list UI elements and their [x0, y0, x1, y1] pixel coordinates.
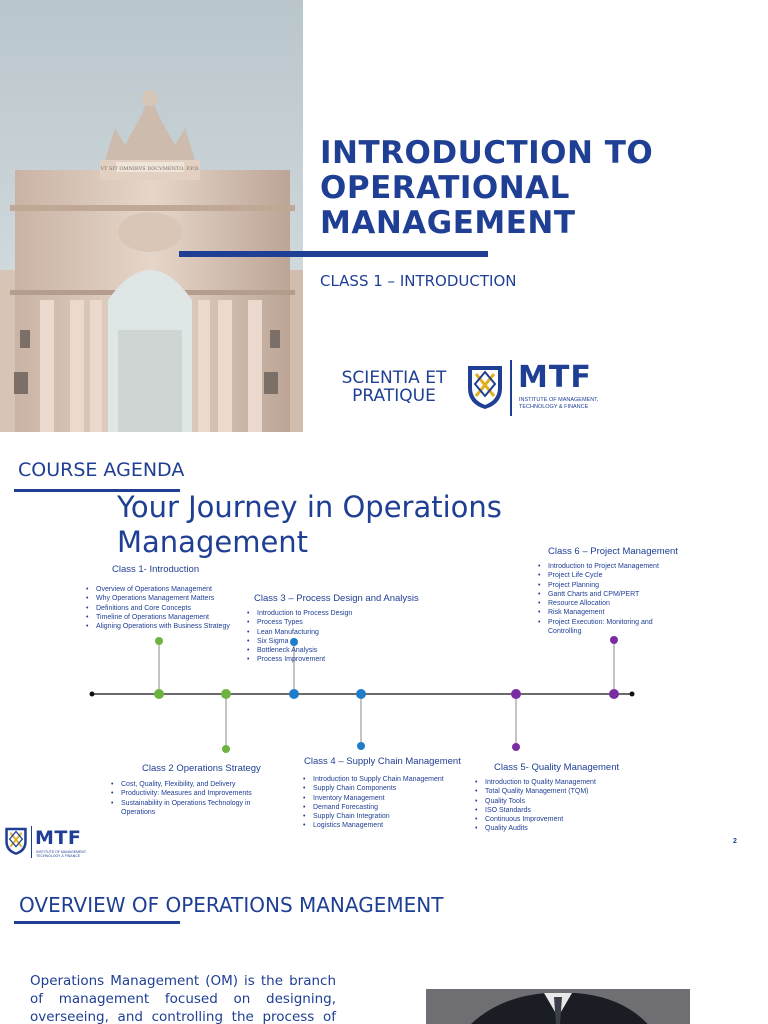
list-item: • Project Planning	[537, 581, 687, 590]
node-class-1	[154, 689, 164, 699]
arch-inscription: VT SIT OMNIBVS DOCVMENTO. P.P.D.	[100, 166, 200, 172]
list-item: • Overview of Operations Management	[85, 585, 245, 594]
overview-heading: OVERVIEW OF OPERATIONS MANAGEMENT	[19, 893, 444, 917]
overview-underline	[14, 921, 180, 924]
timeline-start-dot	[90, 692, 95, 697]
list-item: • Gantt Charts and CPM/PERT	[537, 590, 687, 599]
node-class-4	[356, 689, 366, 699]
list-item: • Definitions and Core Concepts	[85, 604, 245, 613]
footer-tagline: INSTITUTE OF MANAGEMENT, TECHNOLOGY & FINANCE	[36, 850, 87, 858]
footer-brand: MTF	[35, 827, 82, 849]
list-item: • Supply Chain Integration	[302, 812, 452, 821]
list-item: • Process Types	[246, 618, 396, 627]
overview-paragraph: Operations Management (OM) is the branch of management focused on designing, overseeing, and controlling the process of	[30, 973, 336, 1024]
list-item: • Project Life Cycle	[537, 571, 687, 580]
title-slide	[0, 0, 768, 432]
list-item: • Productivity: Measures and Improvements	[110, 789, 280, 798]
list-item: • Process Improvement	[246, 655, 396, 664]
person-photo	[426, 989, 690, 1024]
list-item: • Cost, Quality, Flexibility, and Delivery	[110, 780, 280, 789]
list-item: • Timeline of Operations Management	[85, 613, 245, 622]
node-class-2	[221, 689, 231, 699]
title-underline	[179, 251, 488, 257]
arch-photo	[0, 0, 303, 432]
class-5-topics	[474, 778, 644, 834]
journey-title: Your Journey in Operations Management	[117, 490, 502, 559]
agenda-heading: COURSE AGENDA	[18, 459, 185, 481]
list-item: • Quality Tools	[474, 797, 644, 806]
list-item: • Continuous Improvement	[474, 815, 644, 824]
node-class-3	[289, 689, 299, 699]
class-subtitle: CLASS 1 – INTRODUCTION	[320, 272, 517, 290]
list-item: • Why Operations Management Matters	[85, 594, 245, 603]
class-6-title: Class 6 – Project Management	[548, 546, 678, 557]
end-dot-class-5	[512, 743, 520, 751]
class-2-topics	[110, 780, 280, 817]
footer-divider	[31, 826, 32, 858]
end-dot-class-2	[222, 745, 230, 753]
slide-number: 2	[733, 838, 737, 845]
motto-text: SCIENTIA ET PRATIQUE	[341, 368, 447, 406]
list-item: • Logistics Management	[302, 821, 452, 830]
node-class-5	[511, 689, 521, 699]
class-4-title: Class 4 – Supply Chain Management	[304, 756, 461, 767]
list-item: • Aligning Operations with Business Strategy	[85, 622, 245, 631]
brand-logo-text: MTF	[518, 360, 592, 395]
timeline-end-dot	[630, 692, 635, 697]
list-item: • Introduction to Quality Management	[474, 778, 644, 787]
title-block	[320, 136, 740, 241]
node-class-6	[609, 689, 619, 699]
list-item: • Risk Management	[537, 608, 687, 617]
brand-tagline: INSTITUTE OF MANAGEMENT, TECHNOLOGY & FINANCE	[519, 397, 599, 410]
list-item: • Quality Audits	[474, 824, 644, 833]
end-dot-class-4	[357, 742, 365, 750]
agenda-slide	[0, 440, 768, 858]
class-1-title: Class 1- Introduction	[112, 564, 200, 575]
list-item: • Introduction to Project Management	[537, 562, 687, 571]
crest-icon	[466, 364, 504, 410]
list-item: • Sustainability in Operations Technology in Operations	[110, 799, 280, 818]
end-dot-class-6	[610, 636, 618, 644]
list-item: • Project Execution: Monitoring and Controlling	[537, 618, 687, 637]
brand-divider	[510, 360, 512, 416]
class-3-topics	[246, 609, 396, 665]
class-1-topics	[85, 585, 245, 631]
list-item: • Introduction to Process Design	[246, 609, 396, 618]
footer-crest-icon	[4, 826, 28, 856]
overview-slide	[0, 868, 768, 1024]
list-item: • Resource Allocation	[537, 599, 687, 608]
page-title: INTRODUCTION TO OPERATIONAL MANAGEMENT	[320, 135, 654, 241]
list-item: • Six Sigma	[246, 637, 396, 646]
class-6-topics	[537, 562, 687, 636]
list-item: • Lean Manufacturing	[246, 628, 396, 637]
list-item: • Inventory Management	[302, 794, 452, 803]
class-3-title: Class 3 – Process Design and Analysis	[254, 593, 419, 604]
class-5-title: Class 5- Quality Management	[494, 762, 620, 773]
end-dot-class-1	[155, 637, 163, 645]
list-item: • ISO Standards	[474, 806, 644, 815]
class-2-title: Class 2 Operations Strategy	[142, 763, 261, 774]
list-item: • Bottleneck Analysis	[246, 646, 396, 655]
class-4-topics	[302, 775, 452, 831]
list-item: • Introduction to Supply Chain Management	[302, 775, 452, 784]
list-item: • Total Quality Management (TQM)	[474, 787, 644, 796]
list-item: • Supply Chain Components	[302, 784, 452, 793]
list-item: • Demand Forecasting	[302, 803, 452, 812]
